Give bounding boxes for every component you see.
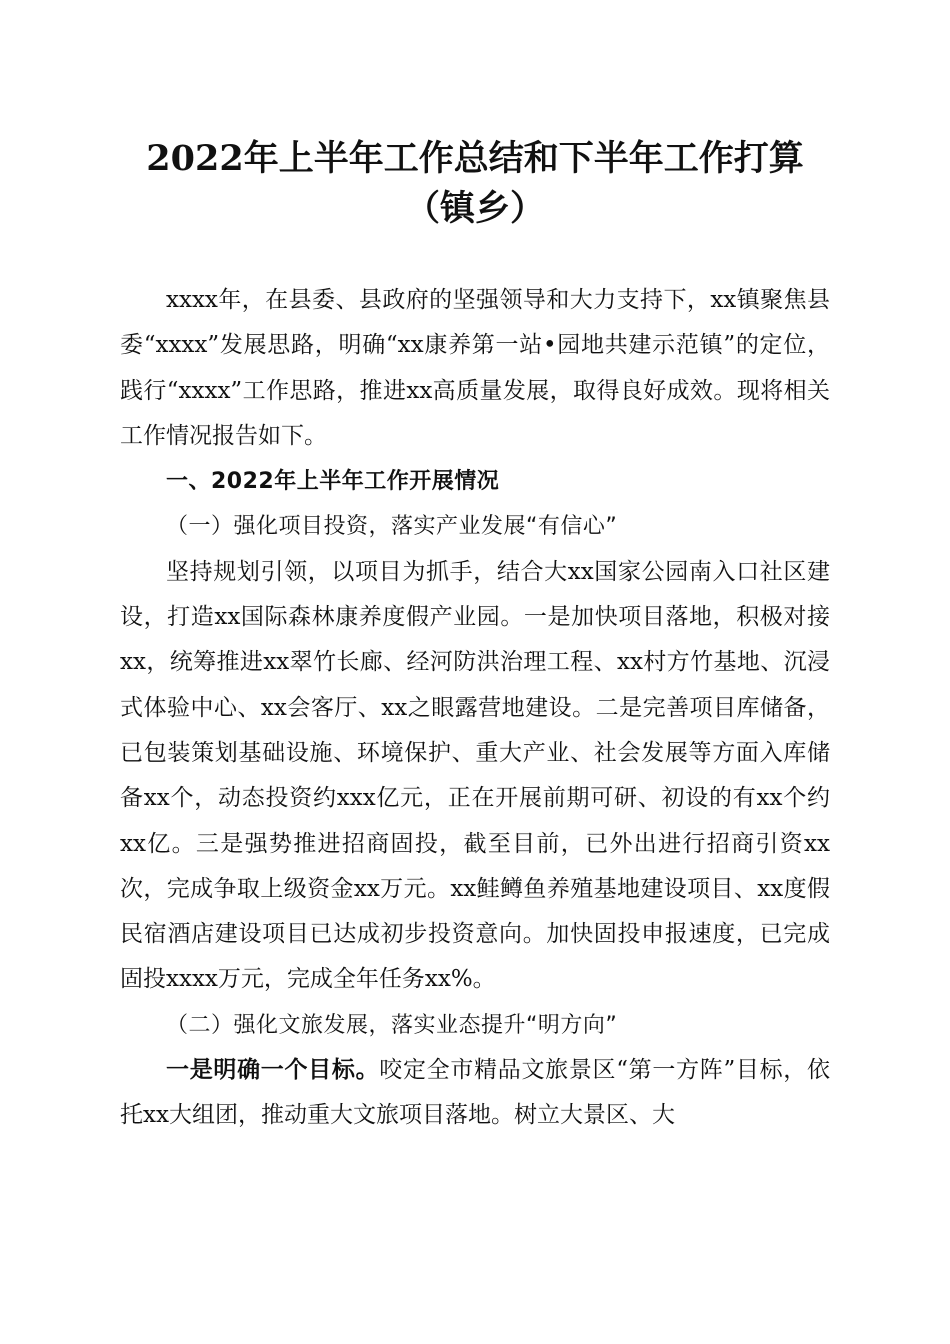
subsection-2-paragraph	[120, 1048, 830, 1139]
intro-paragraph: xxxx年，在县委、县政府的坚强领导和大力支持下，xx镇聚焦县委“xxxx”发展思路，明确“xx康养第一站•园地共建示范镇”的定位，践行“xxxx”工作思路，推进xx高质量发展，取得良好成效。现将相关工作情况报告如下。	[120, 287, 830, 449]
subsection-heading-1: （一）强化项目投资，落实产业发展“有信心”	[166, 514, 618, 540]
subsection-2-body: 咬定全市精品文旅景区“第一方阵”目标，依托xx大组团，推动重大文旅项目落地。树立大景区、大	[120, 1057, 830, 1129]
subsection-1-paragraph: 坚持规划引领，以项目为抓手，结合大xx国家公园南入口社区建设，打造xx国际森林康养度假产业园。一是加快项目落地，积极对接xx，统筹推进xx翠竹长廊、经河防洪治理工程、xx村方竹基地、沉浸式体验中心、xx会客厅、xx之眼露营地建设。二是完善项目库储备，已包装策划基础设施、环境保护、重大产业、社会发展等方面入库储备xx个，动态投资约xxx亿元，正在开展前期可研、初设的有xx个约xx亿。三是强势推进招商固投，截至目前，已外出进行招商引资xx次，完成争取上级资金xx万元。xx鲑鳟鱼养殖基地建设项目、xx度假民宿酒店建设项目已达成初步投资意向。加快固投申报速度，已完成固投xxxx万元，完成全年任务xx%。	[120, 558, 830, 993]
subsection-heading-2: （二）强化文旅发展，落实业态提升“明方向”	[166, 1012, 618, 1038]
document-body	[120, 278, 830, 1139]
document-title	[0, 134, 950, 234]
subsection-2-lead: 一是明确一个目标。	[166, 1057, 380, 1084]
section-heading-1: 一、2022年上半年工作开展情况	[166, 469, 500, 495]
title-line-subtitle: （镇乡）	[404, 188, 545, 229]
title-line-main: 2022年上半年工作总结和下半年工作打算	[146, 138, 804, 179]
